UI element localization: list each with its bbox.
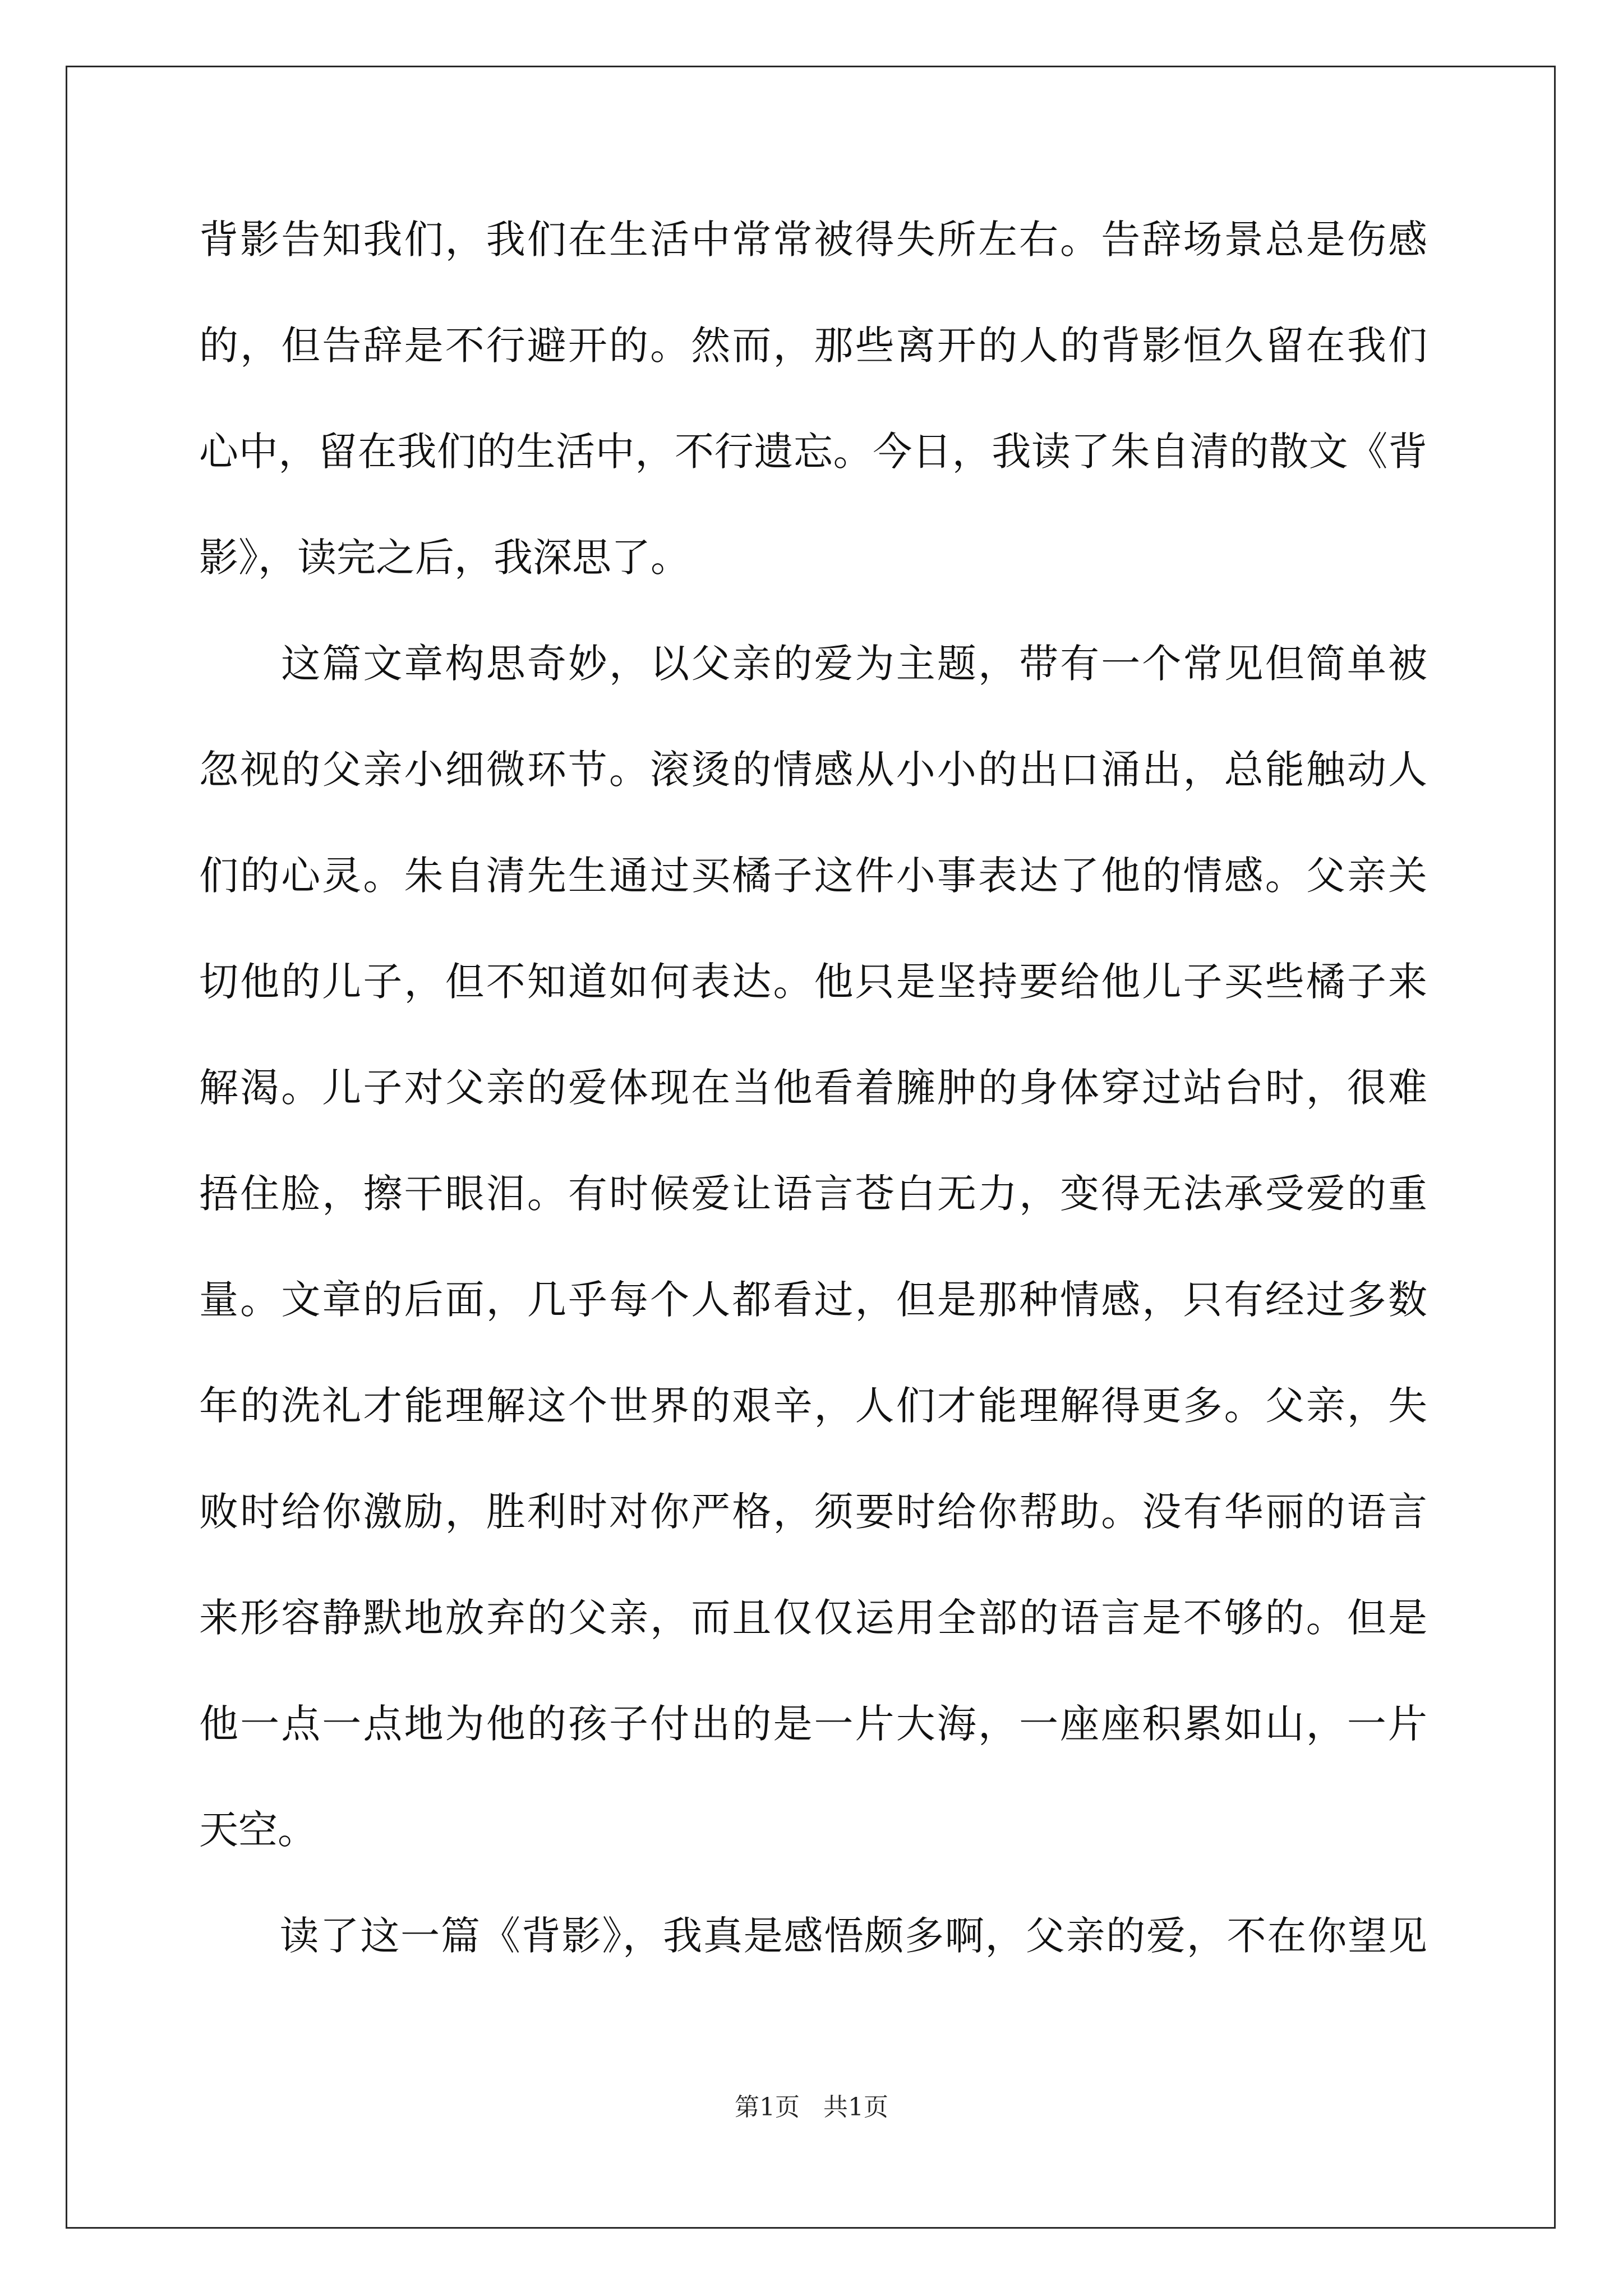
text-line: 心中，留在我们的生活中，不行遗忘。今日，我读了朱自清的散文《背 xyxy=(199,429,1427,475)
text-line: 这篇文章构思奇妙，以父亲的爱为主题，带有一个常见但简单被 xyxy=(199,641,1427,687)
text-line: 来形容静默地放弃的父亲，而且仅仅运用全部的语言是不够的。但是 xyxy=(199,1595,1427,1641)
text-line: 影》，读完之后，我深思了。 xyxy=(199,535,690,581)
text-line: 天空。 xyxy=(199,1807,317,1853)
text-line: 忽视的父亲小细微环节。滚烫的情感从小小的出口涌出，总能触动人 xyxy=(199,747,1427,793)
text-line: 们的心灵。朱自清先生通过买橘子这件小事表达了他的情感。父亲关 xyxy=(199,853,1427,899)
text-line: 量。文章的后面，几乎每个人都看过，但是那种情感，只有经过多数 xyxy=(199,1277,1427,1323)
text-line: 背影告知我们，我们在生活中常常被得失所左右。告辞场景总是伤感 xyxy=(199,217,1427,263)
text-line: 年的洗礼才能理解这个世界的艰辛，人们才能理解得更多。父亲，失 xyxy=(199,1383,1427,1429)
text-line: 的，但告辞是不行避开的。然而，那些离开的人的背影恒久留在我们 xyxy=(199,323,1427,369)
text-line: 捂住脸，擦干眼泪。有时候爱让语言苍白无力，变得无法承受爱的重 xyxy=(199,1171,1427,1217)
document-body xyxy=(199,214,1427,2017)
footer-spacer xyxy=(800,2093,823,2122)
page-number-current: 第1页 xyxy=(735,2093,800,2122)
page-number-total: 共1页 xyxy=(823,2093,888,2122)
page-footer xyxy=(0,2092,1623,2123)
text-line: 解渴。儿子对父亲的爱体现在当他看着臃肿的身体穿过站台时，很难 xyxy=(199,1065,1427,1111)
text-line: 败时给你激励，胜利时对你严格，须要时给你帮助。没有华丽的语言 xyxy=(199,1489,1427,1535)
text-line: 切他的儿子，但不知道如何表达。他只是坚持要给他儿子买些橘子来 xyxy=(199,959,1427,1005)
text-line: 他一点一点地为他的孩子付出的是一片大海，一座座积累如山，一片 xyxy=(199,1701,1427,1747)
text-line: 读了这一篇《背影》，我真是感悟颇多啊，父亲的爱，不在你望见 xyxy=(199,1913,1427,1959)
